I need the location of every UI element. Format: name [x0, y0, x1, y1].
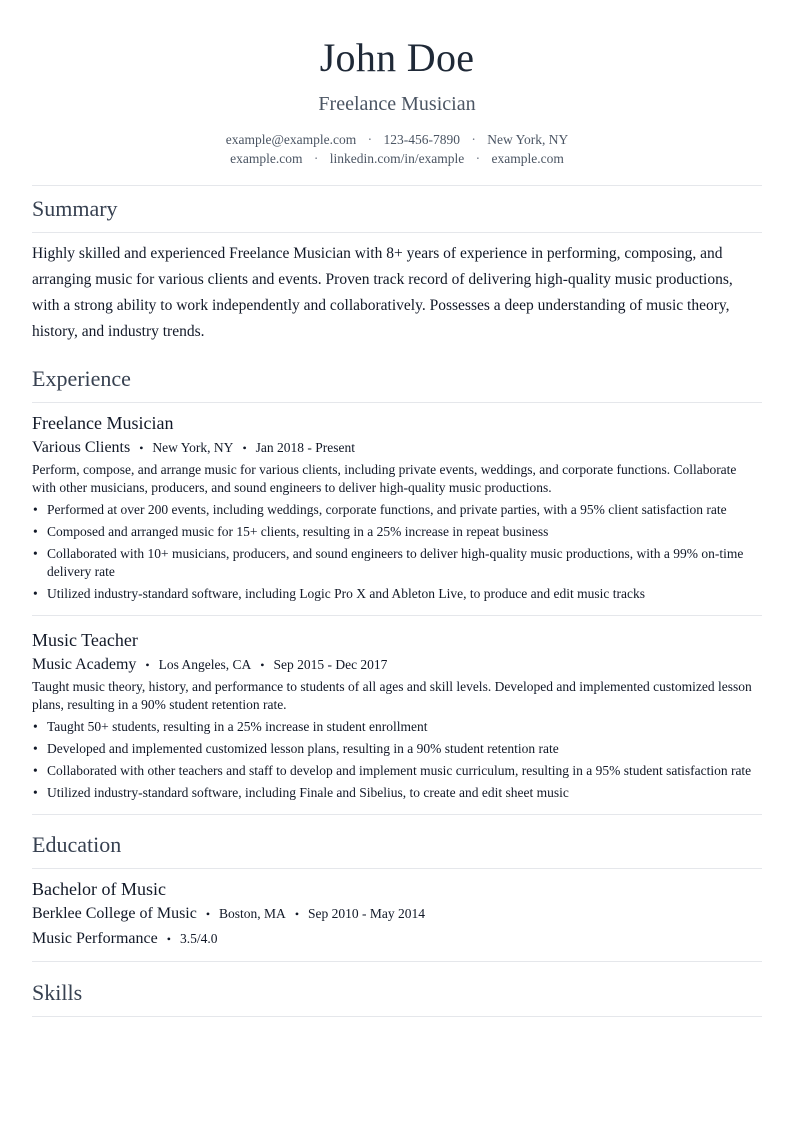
list-bullet: •	[33, 785, 38, 800]
list-item	[32, 545, 762, 581]
divider	[32, 868, 762, 869]
job-title: Music Teacher	[32, 630, 138, 650]
contact-separator: ·	[471, 132, 476, 147]
list-item-text: Performed at over 200 events, including weddings, corporate functions, and private parties, with a 95% client satisfaction rate	[47, 502, 727, 517]
list-item	[32, 501, 762, 519]
contact-website[interactable]: example.com	[230, 151, 303, 166]
job-meta	[32, 438, 762, 458]
job-achievements	[32, 718, 762, 802]
list-bullet: •	[33, 763, 38, 778]
degree-title: Bachelor of Music	[32, 879, 166, 899]
contact-separator: ·	[313, 151, 319, 166]
education-entry	[32, 878, 762, 949]
experience-heading: Experience	[32, 366, 131, 391]
divider	[32, 615, 762, 616]
divider	[32, 402, 762, 403]
bullet-separator: •	[260, 658, 265, 672]
skills-heading: Skills	[32, 980, 83, 1005]
experience-section	[32, 366, 762, 815]
education-heading: Education	[32, 832, 122, 857]
contact-linkedin[interactable]: linkedin.com/in/example	[329, 151, 465, 166]
bullet-separator: •	[205, 907, 211, 921]
divider	[32, 185, 762, 186]
job-location: Los Angeles, CA	[158, 657, 252, 672]
job-organization: Various Clients	[32, 439, 131, 456]
summary-heading: Summary	[32, 196, 118, 221]
experience-entry	[32, 412, 762, 603]
bullet-separator: •	[166, 932, 171, 946]
candidate-name: John Doe	[319, 35, 475, 80]
contact-row-2	[32, 149, 762, 168]
divider	[32, 961, 762, 962]
list-item-text: Composed and arranged music for 15+ clients, resulting in a 25% increase in repeat business	[47, 524, 549, 539]
list-item-text: Utilized industry-standard software, including Finale and Sibelius, to create and edit sheet music	[47, 785, 569, 800]
job-organization: Music Academy	[32, 656, 137, 673]
contact-row-1	[32, 130, 762, 149]
school-location: Boston, MA	[219, 906, 286, 921]
divider	[32, 232, 762, 233]
list-bullet: •	[33, 524, 38, 539]
bullet-separator: •	[294, 907, 300, 921]
education-details	[32, 929, 762, 949]
list-item-text: Utilized industry-standard software, including Logic Pro X and Ableton Live, to produce and edit music tracks	[47, 586, 645, 601]
contact-separator: ·	[475, 151, 481, 166]
job-title: Freelance Musician	[32, 413, 174, 433]
list-item-text: Taught 50+ students, resulting in a 25% increase in student enrollment	[47, 719, 428, 734]
list-bullet: •	[33, 586, 38, 601]
summary-text: Highly skilled and experienced Freelance Musician with 8+ years of experience in performing, composing, and arranging music for various clients and events. Proven track record of delivering high-quality music productions, with a strong ability to work independently and collaboratively. Possesses a deep understanding of music theory, history, and industry trends.	[32, 245, 733, 340]
summary-section	[32, 196, 762, 345]
list-bullet: •	[33, 546, 38, 561]
education-meta	[32, 904, 762, 924]
list-item-text: Collaborated with 10+ musicians, producers, and sound engineers to deliver high-quality music productions, with a 99% on-time delivery rate	[47, 546, 744, 579]
bullet-separator: •	[242, 441, 247, 455]
list-bullet: •	[33, 719, 38, 734]
job-meta	[32, 655, 762, 675]
list-bullet: •	[33, 741, 38, 756]
school-name: Berklee College of Music	[32, 905, 197, 922]
list-item	[32, 585, 762, 603]
list-item-text: Developed and implemented customized lesson plans, resulting in a 90% student retention rate	[47, 741, 559, 756]
education-dates: Sep 2010 - May 2014	[308, 906, 426, 921]
contact-phone[interactable]: 123-456-7890	[383, 132, 460, 147]
list-item	[32, 740, 762, 758]
field-of-study: Music Performance	[32, 930, 158, 947]
bullet-separator: •	[139, 441, 144, 455]
list-item	[32, 784, 762, 802]
job-description: Taught music theory, history, and performance to students of all ages and skill levels. Developed and implemented customized lesson plans, resulting in a 90% student retention rate.	[32, 679, 752, 712]
job-dates: Sep 2015 - Dec 2017	[273, 657, 388, 672]
list-bullet: •	[33, 502, 38, 517]
experience-entry	[32, 629, 762, 802]
skills-section	[32, 980, 762, 1017]
contact-location: New York, NY	[487, 132, 569, 147]
job-dates: Jan 2018 - Present	[255, 440, 355, 455]
bullet-separator: •	[145, 658, 150, 672]
job-description: Perform, compose, and arrange music for various clients, including private events, weddings, and corporate functions. Collaborate with other musicians, producers, and sound engineers to deliver high-quality music productions.	[32, 462, 737, 495]
list-item-text: Collaborated with other teachers and staff to develop and implement music curriculum, resulting in a 95% student satisfaction rate	[47, 763, 752, 778]
list-item	[32, 718, 762, 736]
contact-website-2[interactable]: example.com	[491, 151, 564, 166]
job-location: New York, NY	[152, 440, 234, 455]
candidate-title: Freelance Musician	[318, 93, 476, 115]
job-achievements	[32, 501, 762, 603]
list-item	[32, 762, 762, 780]
education-section	[32, 832, 762, 962]
contact-email[interactable]: example@example.com	[225, 132, 357, 147]
resume-header	[32, 0, 762, 168]
list-item	[32, 523, 762, 541]
contact-separator: ·	[367, 132, 373, 147]
divider	[32, 814, 762, 815]
gpa: 3.5/4.0	[179, 931, 218, 946]
divider	[32, 1016, 762, 1017]
